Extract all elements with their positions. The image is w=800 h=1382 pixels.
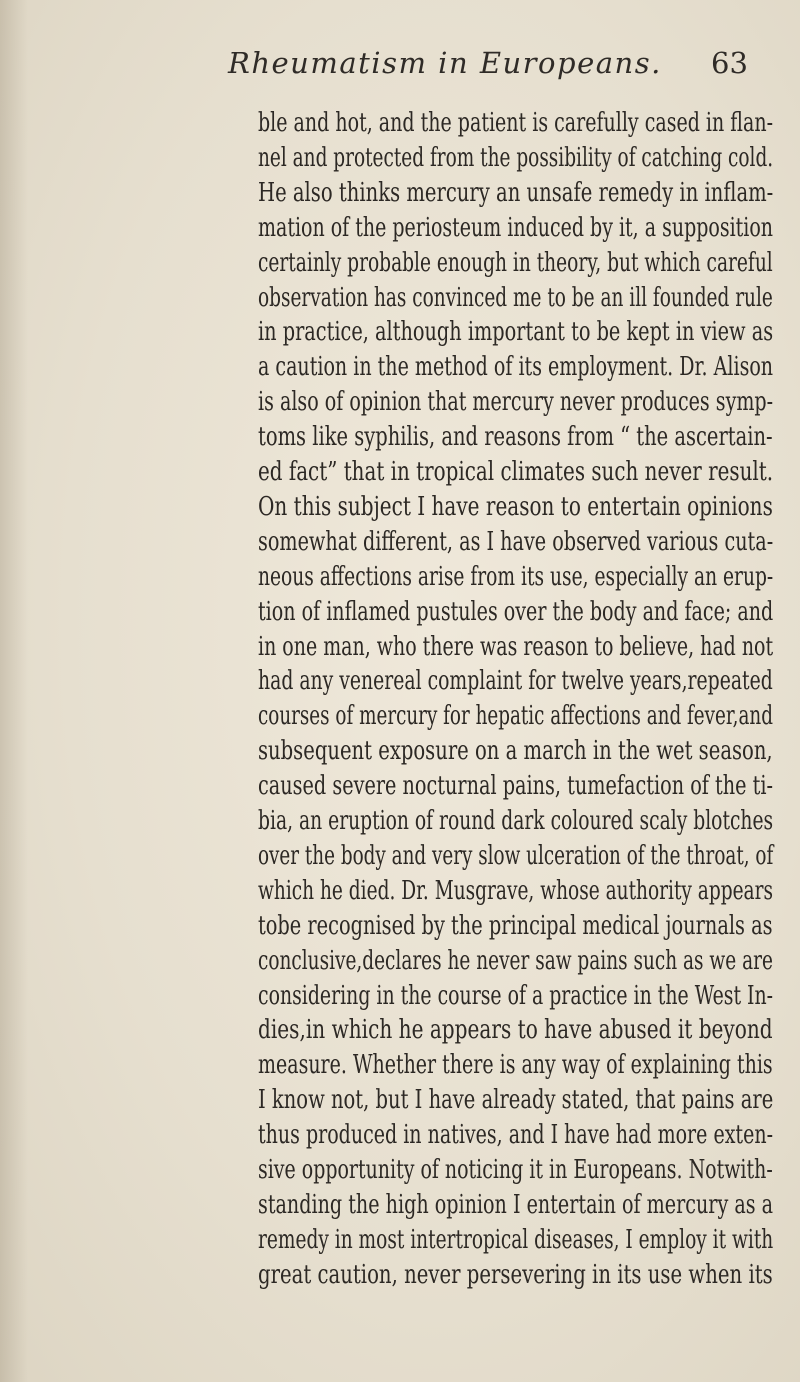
text-line: dies,in which he appears to have abused it beyond [258, 1015, 773, 1046]
text-line: ed fact” that in tropical climates such never result. [258, 457, 774, 487]
text-line: bia, an eruption of round dark coloured scaly blotches [258, 806, 774, 836]
text-line: ble and hot, and the patient is carefully cased in flan- [258, 108, 774, 138]
text-line: certainly probable enough in theory, but which careful [258, 247, 773, 278]
text-line: caused severe nocturnal pains, tumefaction of the ti- [258, 771, 774, 802]
text-line: in one man, who there was reason to believe, had not [258, 631, 774, 662]
text-line: is also of opinion that mercury never produces symp- [258, 387, 774, 418]
text-line: observation has convinced me to be an ill founded rule [258, 282, 773, 313]
text-line: sive opportunity of noticing it in Europeans. Notwith- [258, 1155, 773, 1185]
text-line: tobe recognised by the principal medical journals as [258, 910, 773, 941]
text-line: in practice, although important to be kept in view as [258, 317, 774, 348]
text-line: remedy in most intertropical diseases, I employ it with [258, 1224, 774, 1255]
text-line: had any venereal complaint for twelve years,repeated [258, 666, 773, 697]
text-line: considering in the course of a practice in the West In- [258, 980, 774, 1011]
text-line: courses of mercury for hepatic affections and fever,and [258, 701, 773, 732]
text-line: mation of the periosteum induced by it, a supposition [258, 212, 774, 243]
running-title: Rheumatism in Europeans. [228, 46, 662, 80]
text-line: nel and protected from the possibility of catching cold. [258, 142, 774, 173]
text-line: a caution in the method of its employment. Dr. Alison [258, 352, 774, 383]
text-line: standing the high opinion I entertain of mercury as a [258, 1189, 774, 1220]
text-line: neous affections arise from its use, especially an erup- [258, 561, 774, 592]
text-line: I know not, but I have already stated, that pains are [258, 1085, 774, 1116]
text-line: tion of inflamed pustules over the body and face; and [258, 596, 774, 627]
text-line: measure. Whether there is any way of explaining this [258, 1050, 773, 1081]
text-line: which he died. Dr. Musgrave, whose authority appears [258, 875, 773, 906]
text-line: somewhat different, as I have observed various cuta- [258, 526, 774, 557]
text-line: thus produced in natives, and I have had more exten- [258, 1120, 773, 1151]
text-line: toms like syphilis, and reasons from “ the ascertain- [258, 422, 773, 453]
text-line: On this subject I have reason to entertain opinions [258, 491, 773, 522]
text-line: conclusive,declares he never saw pains such as we are [258, 945, 773, 976]
page-number: 63 [711, 46, 748, 80]
text-line: He also thinks mercury an unsafe remedy in inflam- [258, 177, 774, 208]
text-line: great caution, never persevering in its use when its [258, 1259, 773, 1290]
text-line: subsequent exposure on a march in the wet season, [258, 736, 773, 767]
running-head [0, 46, 800, 86]
text-line: over the body and very slow ulceration of the throat, of [258, 840, 774, 871]
